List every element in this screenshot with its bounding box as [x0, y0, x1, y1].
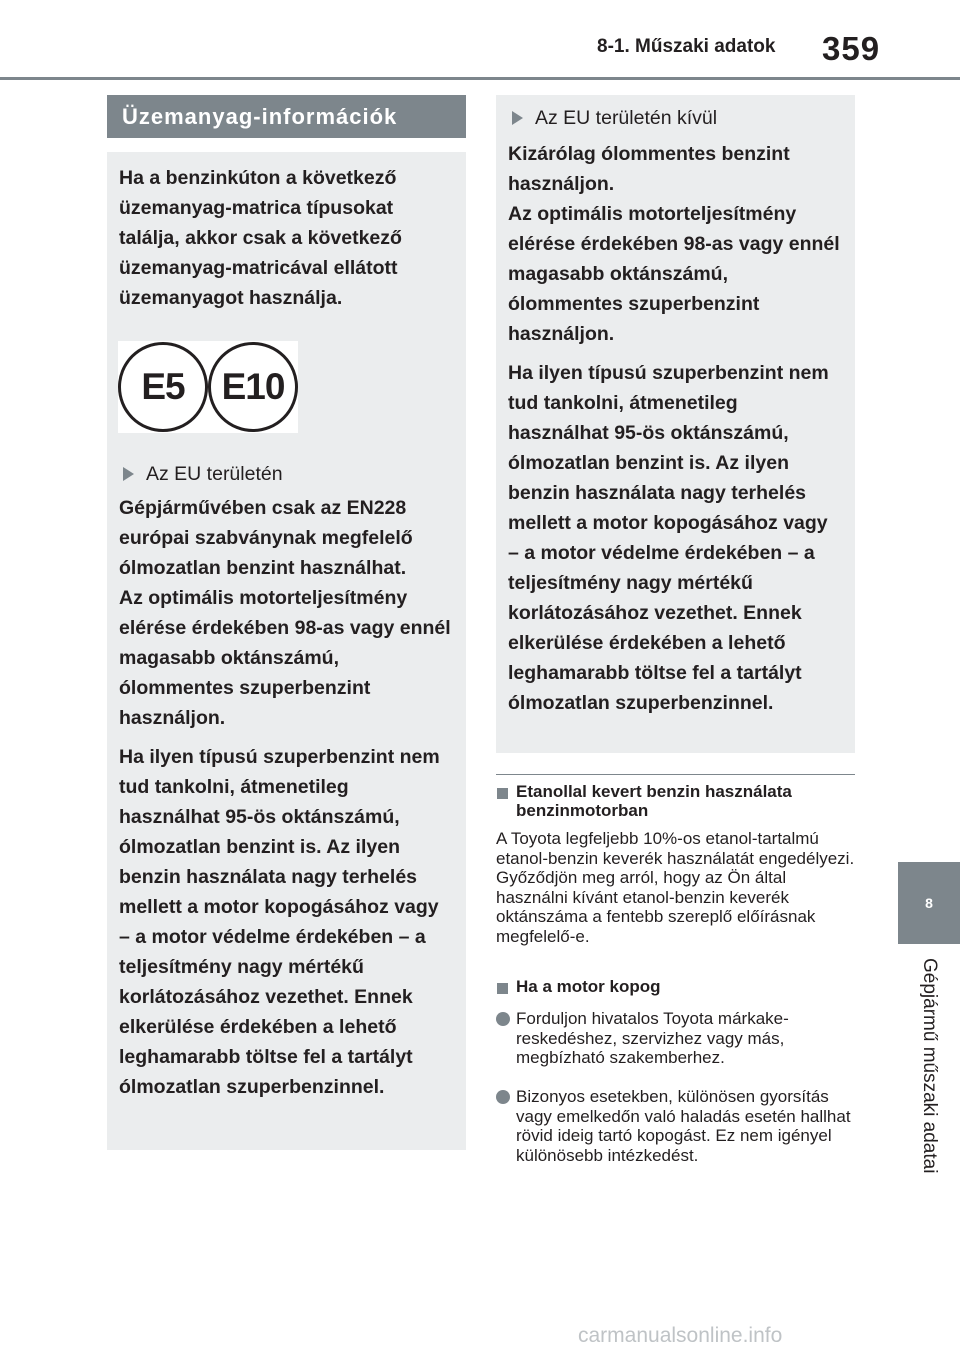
ethanol-heading — [497, 782, 855, 820]
section-divider — [496, 774, 855, 775]
square-bullet-icon — [497, 983, 508, 994]
page-number: 359 — [822, 30, 881, 67]
fuel-label-badges — [118, 341, 298, 433]
triangle-bullet-icon — [512, 111, 523, 125]
non-eu-box — [496, 95, 855, 753]
knock-heading-text: Ha a motor kopog — [516, 977, 661, 996]
eu-outside-heading — [508, 103, 843, 133]
e5-label-icon: E5 — [118, 342, 208, 432]
chapter-number: 8 — [925, 895, 933, 911]
fuel-info-box — [107, 152, 466, 1150]
intro-text: Ha a benzinkúton a következő üzemanyag-matrica típusokat találja, akkor csak a következő üzemanyag-matricával ellátott üzemanyagot használja. — [119, 167, 402, 309]
circle-bullet-icon — [496, 1090, 510, 1104]
chapter-tab[interactable] — [898, 862, 960, 944]
square-bullet-icon — [497, 788, 508, 799]
e10-label-icon: E10 — [208, 342, 298, 432]
knock-bullet-2-text: Bizonyos esetekben, különösen gyorsítás vagy emelkedőn való haladás esetén hallhat rövid ideig tartó kopogást. Ez nem igényel különösebb intézkedést. — [516, 1087, 851, 1165]
chapter-title: Gépjármű műszaki adatai — [919, 958, 940, 1174]
knock-heading — [497, 977, 855, 996]
section-title: 8-1. Műszaki adatok — [597, 36, 776, 57]
header-divider — [0, 77, 960, 80]
knock-bullet-1-text: Forduljon hivatalos Toyota márkakereskedéshez, szervizhez vagy más, megbízható szakemberhez. — [516, 1009, 789, 1067]
ethanol-text: A Toyota legfeljebb 10%-os etanol-tartalmú etanol-benzin keverék használatát engedélyezi. Győződjön meg arról, hogy az Ön által használni kívánt etanol-benzin keverék oktánszáma a fentebb szereplő előírásnak megfelelő-e. — [496, 829, 855, 946]
knock-bullet-2 — [496, 1087, 856, 1165]
knock-bullet-1 — [496, 1009, 856, 1068]
non-eu-paragraph-2: Az optimális motorteljesítmény elérése érdekében 98-as vagy ennél magasabb oktánszámú, ólommentes szuperbenzint használjon. — [508, 203, 840, 345]
triangle-bullet-icon — [123, 467, 134, 481]
non-eu-paragraph-1: Kizárólag ólommentes benzint használjon. — [508, 143, 790, 195]
eu-paragraph-3: Ha ilyen típusú szuperbenzint nem tud tankolni, átmenetileg használhat 95-ös oktánszámú, ólmozatlan benzint is. Az ilyen benzin használata nagy terhelés mellett a motor kopogásához vagy – a motor védelme érdekében – a teljesítmény nagy mértékű korlátozásához vezethet. Ennek elkerülése érdekében a lehető leghamarabb töltse fel a tartályt ólmozatlan szuperbenzinnel. — [119, 746, 440, 1098]
ethanol-heading-text: Etanollal kevert benzin használata benzinmotorban — [516, 782, 792, 820]
eu-outside-label: Az EU területén kívül — [535, 106, 718, 129]
non-eu-paragraph-3: Ha ilyen típusú szuperbenzint nem tud tankolni, átmenetileg használhat 95-ös oktánszámú, ólmozatlan benzint is. Az ilyen benzin használata nagy terhelés mellett a motor kopogásához vagy – a motor védelme érdekében – a teljesítmény nagy mértékű korlátozásához vezethet. Ennek elkerülése érdekében a lehető leghamarabb töltse fel a tartályt ólmozatlan szuperbenzinnel. — [508, 362, 829, 714]
watermark: carmanualsonline.info — [578, 1324, 783, 1347]
eu-paragraph-2: Az optimális motorteljesítmény elérése érdekében 98-as vagy ennél magasabb oktánszámú, ólommentes szuperbenzint használjon. — [119, 587, 451, 729]
chapter-title-vertical — [904, 958, 954, 1208]
fuel-info-title: Üzemanyag-információk — [107, 95, 466, 138]
circle-bullet-icon — [496, 1012, 510, 1026]
eu-inside-heading — [119, 459, 454, 489]
eu-paragraph-1: Gépjárművében csak az EN228 európai szabványnak megfelelő ólmozatlan benzint használhat. — [119, 497, 413, 579]
eu-inside-label: Az EU területén — [146, 462, 283, 485]
